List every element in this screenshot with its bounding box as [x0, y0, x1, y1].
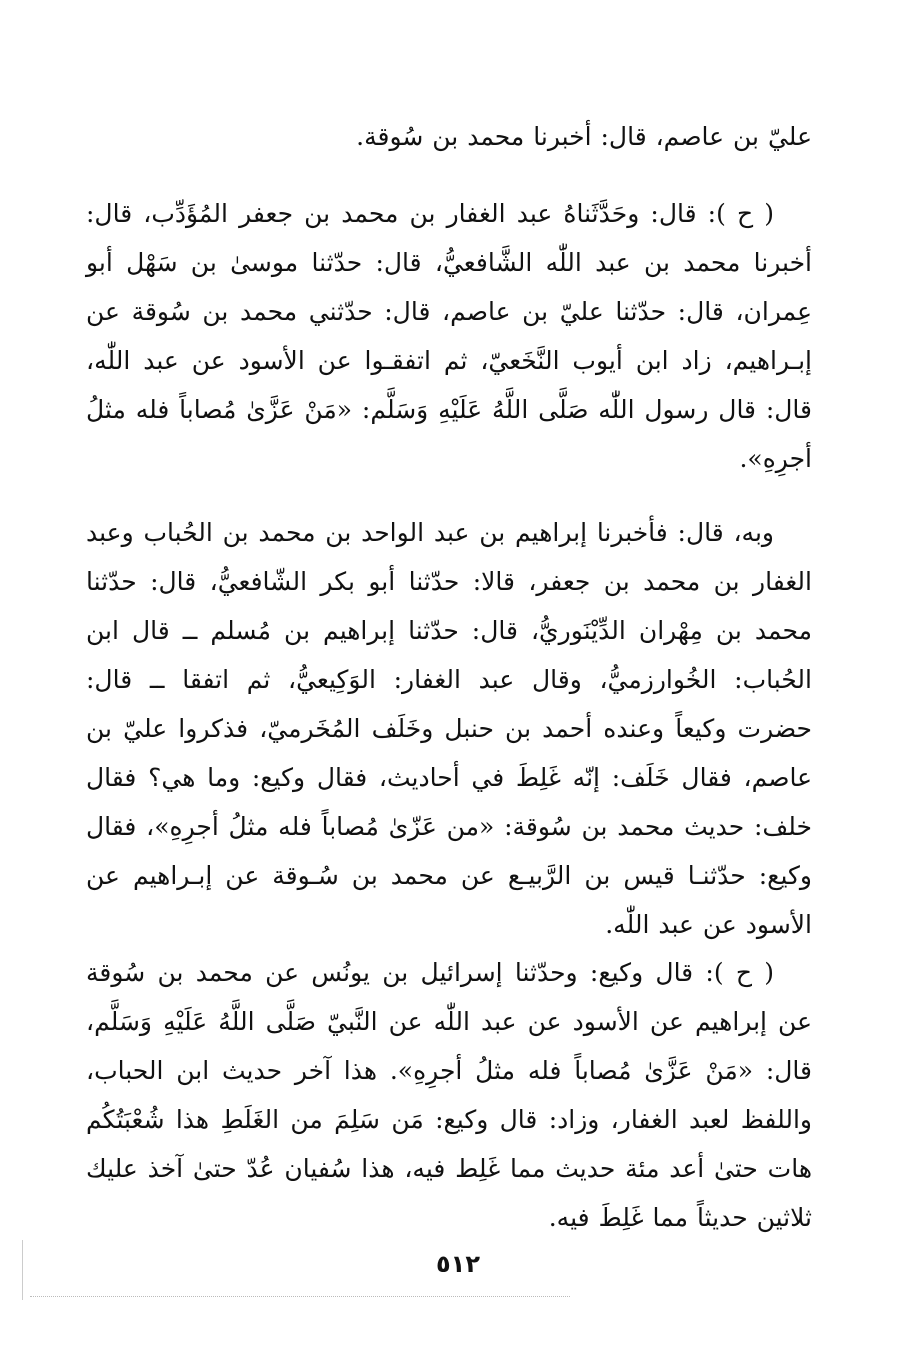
paragraph-3: وبه، قال: فأخبرنا إبراهيم بن عبد الواحد بن محمد بن الحُباب وعبد الغفار بن محمد بن جعفر، قالا: حدّثنا أبو بكر الشّافعيُّ، قال: حدّثنا محمد بن مِهْران الدِّيْنَوريُّ، قال: حدّثنا إبراهيم بن مُسلم ــ قال ابن الحُباب: الخُوارزميُّ، وقال عبد الغفار: الوَكِيعيُّ، ثم اتفقا ــ قال: حضرت وكيعاً وعنده أحمد بن حنبل وخَلَف المُخَرميّ، فذكروا عليّ بن عاصم، فقال خَلَف: إنّه غَلِطَ في أحاديث، فقال وكيع: وما هي؟ فقال خلف: حديث محمد بن سُوقة: «من عَزّىٰ مُصاباً فله مثلُ أجرِهِ»، فقال وكيع: حدّثنـا قيس بن الرَّبيـع عن محمد بن سُـوقة عن إبـراهيم عن الأسود عن عبد اللّٰه.	[86, 518, 812, 939]
scan-artifact-line	[30, 1296, 570, 1297]
paragraph-block-2	[86, 189, 812, 483]
paragraph-2: ( ح ): قال: وحَدَّثَناهُ عبد الغفار بن محمد بن جعفر المُؤَدِّب، قال: أخبرنا محمد بن عبد اللّٰه الشَّافعيُّ، قال: حدّثنا موسىٰ بن سَهْل أبو عِمران، قال: حدّثنا عليّ بن عاصم، قال: حدّثني محمد بن سُوقة عن إبـراهيم، زاد ابن أيوب النَّخَعيّ، ثم اتفقـوا عن الأسود عن عبد اللّٰه، قال: قال رسول اللّٰه صَلَّى اللَّهُ عَلَيْهِ وَسَلَّم: «مَنْ عَزَّىٰ مُصاباً فله مثلُ أجرِهِ».	[86, 199, 812, 473]
paragraph-continuation	[86, 112, 812, 161]
paragraph-block-4	[86, 948, 812, 1242]
paragraph-1: عليّ بن عاصم، قال: أخبرنا محمد بن سُوقة.	[356, 122, 812, 151]
scan-edge-line	[22, 1240, 23, 1300]
page-number: ٥١٢	[436, 1250, 480, 1278]
paragraph-4: ( ح ): قال وكيع: وحدّثنا إسرائيل بن يونُس عن محمد بن سُوقة عن إبراهيم عن الأسود عن عبد اللّٰه عن النَّبيّ صَلَّى اللَّهُ عَلَيْهِ وَسَلَّم، قال: «مَنْ عَزَّىٰ مُصاباً فله مثلُ أجرِهِ». هذا آخر حديث ابن الحباب، واللفظ لعبد الغفار، وزاد: قال وكيع: مَن سَلِمَ من الغَلَطِ هذا شُعْبَتُكُم هات حتىٰ أعد مئة حديث مما غَلِط فيه، هذا سُفيان عُدّ حتىٰ آخذ عليك ثلاثين حديثاً مما غَلِطَ فيه.	[86, 958, 812, 1232]
paragraph-block-3	[86, 508, 812, 949]
